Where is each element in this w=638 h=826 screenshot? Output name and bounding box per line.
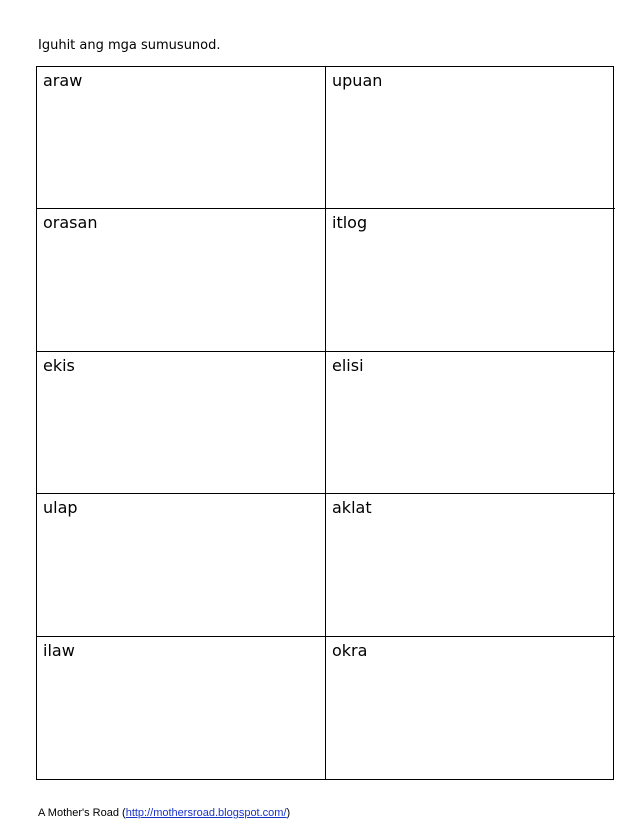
drawing-box-label: itlog [332, 213, 368, 233]
drawing-box-label: orasan [43, 213, 98, 233]
drawing-box-label: upuan [332, 71, 383, 90]
drawing-box-label: okra [332, 640, 368, 660]
page-footer [38, 806, 290, 820]
drawing-box-aklat[interactable] [326, 494, 615, 636]
drawing-box-ekis[interactable] [37, 352, 326, 494]
drawing-box-label: ulap [43, 498, 78, 518]
drawing-box-ilaw[interactable] [37, 637, 326, 779]
drawing-box-okra[interactable] [326, 637, 615, 779]
drawing-box-elisi[interactable] [326, 352, 615, 494]
drawing-grid [36, 66, 614, 780]
drawing-box-araw[interactable] [37, 67, 326, 209]
drawing-box-label: ilaw [43, 640, 75, 660]
drawing-box-ulap[interactable] [37, 494, 326, 636]
drawing-box-upuan[interactable] [326, 67, 615, 209]
footer-prefix: A Mother's Road ( [38, 807, 126, 819]
drawing-box-label: ekis [43, 355, 75, 375]
footer-blog-link[interactable]: http://mothersroad.blogspot.com/ [125, 807, 287, 819]
footer-suffix: ) [286, 807, 291, 819]
drawing-box-itlog[interactable] [326, 209, 615, 351]
worksheet-instruction: Iguhit ang mga sumusunod. [38, 38, 221, 53]
drawing-box-label: aklat [332, 498, 372, 518]
drawing-box-label: elisi [332, 355, 364, 375]
drawing-box-label: araw [43, 71, 83, 90]
drawing-box-orasan[interactable] [37, 209, 326, 351]
